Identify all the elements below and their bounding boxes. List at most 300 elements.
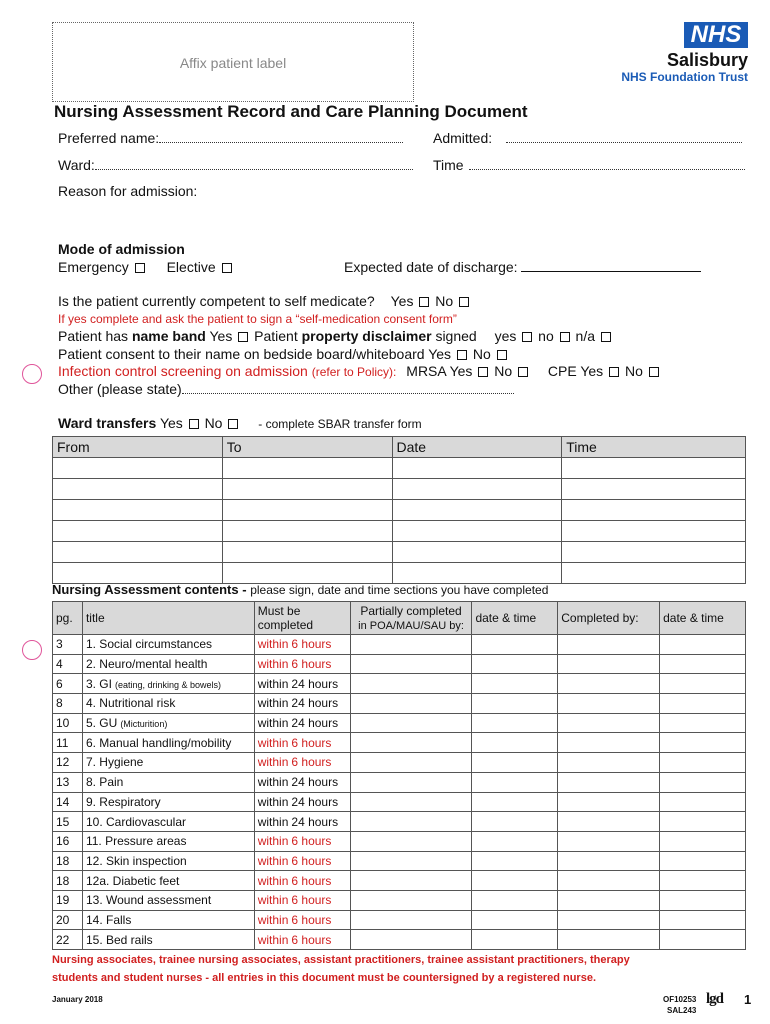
table-cell[interactable]	[392, 563, 562, 584]
table-cell[interactable]	[558, 812, 660, 832]
row-deadline-hours: 6 hours	[291, 834, 332, 849]
trust-subtitle: NHS Foundation Trust	[621, 70, 748, 84]
table-row	[53, 733, 746, 753]
table-cell[interactable]	[558, 635, 660, 655]
row-deadline-hours: 6 hours	[291, 912, 332, 927]
table-cell[interactable]	[53, 458, 223, 479]
table-cell[interactable]	[558, 851, 660, 871]
row-deadline-hours: 6 hours	[291, 637, 332, 652]
self-medicate-row	[58, 293, 471, 309]
table-row	[53, 500, 746, 521]
row-deadline-within: within	[257, 775, 289, 790]
page-number: 1	[744, 992, 752, 1007]
row-deadline	[254, 792, 350, 812]
table-cell[interactable]	[472, 812, 558, 832]
table-cell[interactable]	[558, 674, 660, 694]
cpe-label: CPE	[547, 363, 577, 379]
row-deadline-within: within	[257, 834, 289, 849]
table-cell[interactable]	[472, 772, 558, 792]
table-cell[interactable]	[660, 930, 746, 950]
row-deadline	[254, 890, 350, 910]
row-title-text: 5. GU	[85, 716, 118, 731]
table-cell[interactable]	[350, 851, 472, 871]
table-cell[interactable]	[558, 890, 660, 910]
row-title	[82, 831, 254, 851]
table-cell[interactable]	[562, 458, 746, 479]
row-title-text: 7. Hygiene	[85, 755, 144, 770]
admitted-label: Admitted:	[433, 130, 493, 146]
row-deadline-within: within	[257, 637, 289, 652]
ward-transfers-heading: Ward transfers	[58, 415, 157, 431]
row-title-text: 3. GI	[85, 676, 112, 691]
table-row	[53, 930, 746, 950]
table-cell[interactable]	[558, 772, 660, 792]
table-cell[interactable]	[350, 694, 472, 714]
row-deadline	[254, 851, 350, 871]
table-cell[interactable]	[558, 753, 660, 773]
column-completed-by: Completed by:	[558, 602, 660, 635]
footer-code-2: SAL243	[667, 1006, 697, 1015]
row-page-number: 6	[53, 674, 83, 694]
row-deadline-within: within	[257, 657, 289, 672]
table-cell[interactable]	[472, 910, 558, 930]
property-no-checkbox[interactable]	[560, 332, 570, 342]
emergency-checkbox[interactable]	[135, 263, 145, 273]
row-title-subtext: (eating, drinking & bowels)	[114, 679, 222, 690]
row-deadline-hours: 24 hours	[291, 794, 339, 809]
table-cell[interactable]	[222, 563, 392, 584]
discharge-label: Expected date of discharge:	[344, 259, 518, 275]
name-band-checkbox[interactable]	[238, 332, 248, 342]
property-yes-label: yes	[494, 328, 517, 344]
column-time: Time	[562, 437, 746, 458]
elective-checkbox[interactable]	[222, 263, 232, 273]
row-deadline-hours: 24 hours	[291, 696, 339, 711]
row-title	[82, 792, 254, 812]
table-cell[interactable]	[222, 479, 392, 500]
table-cell[interactable]	[472, 733, 558, 753]
row-deadline-within: within	[257, 735, 289, 750]
ward-transfers-no-label: No	[204, 415, 223, 431]
table-cell[interactable]	[53, 563, 223, 584]
ward-row	[58, 157, 413, 173]
ward-transfers-row	[58, 415, 422, 431]
table-cell[interactable]	[472, 871, 558, 891]
table-row	[53, 753, 746, 773]
row-title-text: 14. Falls	[85, 912, 132, 927]
time-field[interactable]	[469, 169, 745, 170]
table-cell[interactable]	[53, 542, 223, 563]
footer-mark: lgd	[706, 991, 724, 1007]
name-band-row	[58, 328, 613, 344]
table-cell[interactable]	[472, 654, 558, 674]
row-page-number: 10	[53, 713, 83, 733]
ward-transfers-no-checkbox[interactable]	[228, 419, 238, 429]
infection-row	[58, 363, 661, 379]
discharge-row	[344, 259, 701, 275]
table-cell[interactable]	[472, 890, 558, 910]
table-cell[interactable]	[660, 733, 746, 753]
table-cell[interactable]	[222, 458, 392, 479]
table-cell[interactable]	[660, 910, 746, 930]
table-cell[interactable]	[558, 733, 660, 753]
name-band-bold: name band	[131, 328, 206, 344]
table-cell[interactable]	[392, 542, 562, 563]
row-title	[82, 694, 254, 714]
row-deadline	[254, 831, 350, 851]
reason-label: Reason for admission:	[58, 183, 198, 199]
row-page-number: 15	[53, 812, 83, 832]
table-row	[53, 910, 746, 930]
ward-transfers-yes-label: Yes	[159, 415, 183, 431]
row-title-text: 9. Respiratory	[85, 794, 161, 809]
table-row	[53, 851, 746, 871]
row-deadline-hours: 6 hours	[291, 853, 332, 868]
table-row	[53, 521, 746, 542]
table-cell[interactable]	[350, 792, 472, 812]
row-page-number: 8	[53, 694, 83, 714]
table-cell[interactable]	[558, 654, 660, 674]
row-title-text: 15. Bed rails	[85, 932, 153, 947]
table-cell[interactable]	[472, 851, 558, 871]
row-page-number: 18	[53, 871, 83, 891]
cpe-yes-checkbox[interactable]	[609, 367, 619, 377]
table-cell[interactable]	[562, 542, 746, 563]
time-row	[433, 157, 745, 173]
row-deadline-hours: 6 hours	[291, 893, 332, 908]
row-deadline-hours: 24 hours	[291, 716, 339, 731]
row-title-text: 6. Manual handling/mobility	[85, 735, 232, 750]
row-deadline	[254, 871, 350, 891]
table-cell[interactable]	[472, 930, 558, 950]
row-title-text: 10. Cardiovascular	[85, 814, 187, 829]
row-deadline	[254, 733, 350, 753]
row-deadline-hours: 6 hours	[291, 657, 332, 672]
row-title	[82, 910, 254, 930]
row-deadline-hours: 6 hours	[291, 755, 332, 770]
row-deadline	[254, 753, 350, 773]
table-cell[interactable]	[350, 674, 472, 694]
table-cell[interactable]	[53, 500, 223, 521]
table-cell[interactable]	[350, 910, 472, 930]
contents-heading-row	[52, 582, 548, 597]
nhs-logo: NHS	[684, 22, 748, 48]
column-title: title	[82, 602, 254, 635]
ward-label: Ward:	[58, 157, 95, 173]
table-cell[interactable]	[660, 713, 746, 733]
cpe-yes-label: Yes	[580, 363, 604, 379]
table-cell[interactable]	[350, 713, 472, 733]
row-deadline-within: within	[257, 676, 289, 691]
consent-no-label: No	[472, 346, 491, 362]
contents-table	[52, 601, 746, 950]
table-cell[interactable]	[472, 713, 558, 733]
table-header-row	[53, 437, 746, 458]
column-to: To	[222, 437, 392, 458]
table-cell[interactable]	[562, 479, 746, 500]
cpe-no-checkbox[interactable]	[649, 367, 659, 377]
table-cell[interactable]	[53, 479, 223, 500]
admission-heading: Mode of admission	[58, 241, 185, 257]
other-field[interactable]	[182, 393, 514, 394]
table-cell[interactable]	[472, 792, 558, 812]
table-cell[interactable]	[392, 500, 562, 521]
table-row	[53, 479, 746, 500]
column-date: Date	[392, 437, 562, 458]
column-from: From	[53, 437, 223, 458]
row-deadline-within: within	[257, 814, 289, 829]
table-cell[interactable]	[53, 521, 223, 542]
row-deadline-within: within	[257, 912, 289, 927]
property-na-checkbox[interactable]	[601, 332, 611, 342]
table-cell[interactable]	[350, 733, 472, 753]
row-deadline-within: within	[257, 893, 289, 908]
table-row	[53, 635, 746, 655]
column-pg: pg.	[53, 602, 83, 635]
row-title	[82, 851, 254, 871]
table-cell[interactable]	[222, 542, 392, 563]
table-row	[53, 458, 746, 479]
property-yes-checkbox[interactable]	[522, 332, 532, 342]
table-cell[interactable]	[660, 694, 746, 714]
row-page-number: 16	[53, 831, 83, 851]
infection-text: Infection control screening on admission	[58, 363, 308, 379]
infection-policy: (refer to Policy):	[311, 365, 397, 379]
ward-transfers-note: - complete SBAR transfer form	[258, 417, 422, 431]
admitted-row	[433, 130, 742, 146]
preferred-name-label: Preferred name:	[58, 130, 160, 146]
self-medicate-question: Is the patient currently competent to self medicate?	[58, 293, 375, 309]
table-cell[interactable]	[660, 831, 746, 851]
row-deadline-within: within	[257, 794, 289, 809]
row-title-text: 1. Social circumstances	[85, 637, 213, 652]
admission-mode-row	[58, 259, 234, 275]
row-title-text: 12a. Diabetic feet	[85, 873, 180, 888]
table-cell[interactable]	[472, 753, 558, 773]
countersign-note-line2: students and student nurses - all entries in this document must be countersigned by a registered nurse.	[52, 972, 596, 984]
property-no-label: no	[538, 328, 554, 344]
table-cell[interactable]	[350, 772, 472, 792]
table-row	[53, 654, 746, 674]
countersign-note	[52, 951, 752, 987]
row-page-number: 3	[53, 635, 83, 655]
mrsa-no-label: No	[494, 363, 513, 379]
table-cell[interactable]	[660, 772, 746, 792]
column-date-time-1: date & time	[472, 602, 558, 635]
row-deadline-hours: 6 hours	[291, 735, 332, 750]
row-title-text: 13. Wound assessment	[85, 893, 212, 908]
table-cell[interactable]	[350, 812, 472, 832]
table-cell[interactable]	[562, 563, 746, 584]
table-cell[interactable]	[558, 713, 660, 733]
table-cell[interactable]	[660, 871, 746, 891]
property-text: Patient	[254, 328, 298, 344]
table-cell[interactable]	[562, 500, 746, 521]
row-deadline-within: within	[257, 755, 289, 770]
row-deadline	[254, 635, 350, 655]
ward-transfers-yes-checkbox[interactable]	[189, 419, 199, 429]
row-title	[82, 890, 254, 910]
table-cell[interactable]	[660, 812, 746, 832]
table-cell[interactable]	[392, 521, 562, 542]
other-row	[58, 381, 514, 397]
contents-subheading: please sign, date and time sections you have completed	[250, 583, 549, 597]
table-cell[interactable]	[472, 674, 558, 694]
row-title-text: 12. Skin inspection	[85, 853, 187, 868]
row-deadline	[254, 674, 350, 694]
row-deadline-hours: 24 hours	[291, 676, 339, 691]
row-page-number: 12	[53, 753, 83, 773]
consent-yes-label: Yes	[428, 346, 452, 362]
self-medicate-no-checkbox[interactable]	[459, 297, 469, 307]
row-deadline-within: within	[257, 932, 289, 947]
row-title-text: 8. Pain	[85, 775, 124, 790]
row-deadline	[254, 812, 350, 832]
row-deadline-hours: 24 hours	[291, 775, 339, 790]
table-cell[interactable]	[660, 654, 746, 674]
table-cell[interactable]	[558, 792, 660, 812]
table-cell[interactable]	[660, 792, 746, 812]
row-deadline-within: within	[257, 716, 289, 731]
table-row	[53, 772, 746, 792]
mrsa-no-checkbox[interactable]	[518, 367, 528, 377]
row-page-number: 22	[53, 930, 83, 950]
property-signed: signed	[435, 328, 477, 344]
self-medicate-yes-label: Yes	[390, 293, 414, 309]
row-title	[82, 930, 254, 950]
table-cell[interactable]	[392, 458, 562, 479]
table-cell[interactable]	[350, 930, 472, 950]
other-label: Other (please state)	[58, 381, 182, 397]
row-title	[82, 812, 254, 832]
annotation-circle	[22, 640, 42, 660]
row-page-number: 11	[53, 733, 83, 753]
table-cell[interactable]	[558, 930, 660, 950]
countersign-note-line1: Nursing associates, trainee nursing associates, assistant practitioners, trainee assistant practitioners, therapy	[52, 954, 630, 966]
column-must-be-completed: Must be completed	[254, 602, 350, 635]
table-row	[53, 831, 746, 851]
table-row	[53, 792, 746, 812]
table-cell[interactable]	[472, 694, 558, 714]
consent-text: Patient consent to their name on bedside board/whiteboard	[58, 346, 425, 362]
row-page-number: 20	[53, 910, 83, 930]
preferred-name-row	[58, 130, 403, 146]
table-cell[interactable]	[660, 753, 746, 773]
table-header-row	[53, 602, 746, 635]
column-date-time-2: date & time	[660, 602, 746, 635]
consent-no-checkbox[interactable]	[497, 350, 507, 360]
row-page-number: 14	[53, 792, 83, 812]
contents-heading: Nursing Assessment contents -	[52, 582, 247, 597]
name-band-text1: Patient has	[58, 328, 129, 344]
table-cell[interactable]	[472, 831, 558, 851]
row-title	[82, 674, 254, 694]
preferred-name-field[interactable]	[159, 142, 403, 143]
table-cell[interactable]	[558, 910, 660, 930]
row-title	[82, 753, 254, 773]
table-row	[53, 871, 746, 891]
table-cell[interactable]	[472, 635, 558, 655]
table-cell[interactable]	[660, 851, 746, 871]
row-title-text: 2. Neuro/mental health	[85, 657, 208, 672]
row-deadline-hours: 6 hours	[291, 932, 332, 947]
row-deadline	[254, 654, 350, 674]
table-row	[53, 563, 746, 584]
table-cell[interactable]	[660, 674, 746, 694]
mrsa-yes-checkbox[interactable]	[478, 367, 488, 377]
row-deadline-within: within	[257, 853, 289, 868]
trust-name: Salisbury	[666, 50, 748, 70]
patient-label-text: Affix patient label	[179, 55, 287, 71]
row-deadline	[254, 910, 350, 930]
property-na-label: n/a	[575, 328, 595, 344]
consent-yes-checkbox[interactable]	[457, 350, 467, 360]
row-deadline	[254, 930, 350, 950]
table-cell[interactable]	[562, 521, 746, 542]
row-title	[82, 635, 254, 655]
table-cell[interactable]	[392, 479, 562, 500]
time-label: Time	[433, 157, 464, 173]
table-cell[interactable]	[350, 890, 472, 910]
table-row	[53, 694, 746, 714]
self-medicate-note: If yes complete and ask the patient to sign a “self-medication consent form”	[58, 312, 457, 326]
row-deadline-within: within	[257, 696, 289, 711]
table-cell[interactable]	[558, 831, 660, 851]
table-cell[interactable]	[660, 890, 746, 910]
row-title	[82, 733, 254, 753]
table-cell[interactable]	[558, 694, 660, 714]
row-deadline-hours: 6 hours	[291, 873, 332, 888]
table-cell[interactable]	[350, 753, 472, 773]
contents-table-body	[53, 635, 746, 950]
footer-date: January 2018	[52, 995, 103, 1004]
row-title	[82, 871, 254, 891]
row-title	[82, 772, 254, 792]
table-row	[53, 674, 746, 694]
table-cell[interactable]	[222, 500, 392, 521]
property-bold: property disclaimer	[301, 328, 432, 344]
row-title-text: 11. Pressure areas	[85, 834, 187, 849]
table-row	[53, 713, 746, 733]
page-title: Nursing Assessment Record and Care Planning Document	[54, 102, 528, 121]
footer-code-1: OF10253	[663, 995, 697, 1004]
table-row	[53, 890, 746, 910]
self-medicate-no-label: No	[435, 293, 454, 309]
row-deadline-hours: 24 hours	[291, 814, 339, 829]
admitted-field[interactable]	[506, 142, 742, 143]
emergency-label: Emergency	[58, 259, 129, 275]
table-cell[interactable]	[350, 635, 472, 655]
table-row	[53, 812, 746, 832]
self-medicate-yes-checkbox[interactable]	[419, 297, 429, 307]
table-cell[interactable]	[660, 635, 746, 655]
row-deadline	[254, 713, 350, 733]
table-cell[interactable]	[350, 871, 472, 891]
discharge-field[interactable]	[521, 271, 701, 272]
table-cell[interactable]	[558, 871, 660, 891]
ward-field[interactable]	[95, 169, 413, 170]
cpe-no-label: No	[624, 363, 643, 379]
annotation-circle	[22, 364, 42, 384]
table-cell[interactable]	[350, 654, 472, 674]
footer-codes	[663, 994, 696, 1016]
row-title	[82, 713, 254, 733]
table-cell[interactable]	[222, 521, 392, 542]
row-deadline-within: within	[257, 873, 289, 888]
table-cell[interactable]	[350, 831, 472, 851]
row-page-number: 19	[53, 890, 83, 910]
mrsa-yes-label: MRSA Yes	[406, 363, 473, 379]
